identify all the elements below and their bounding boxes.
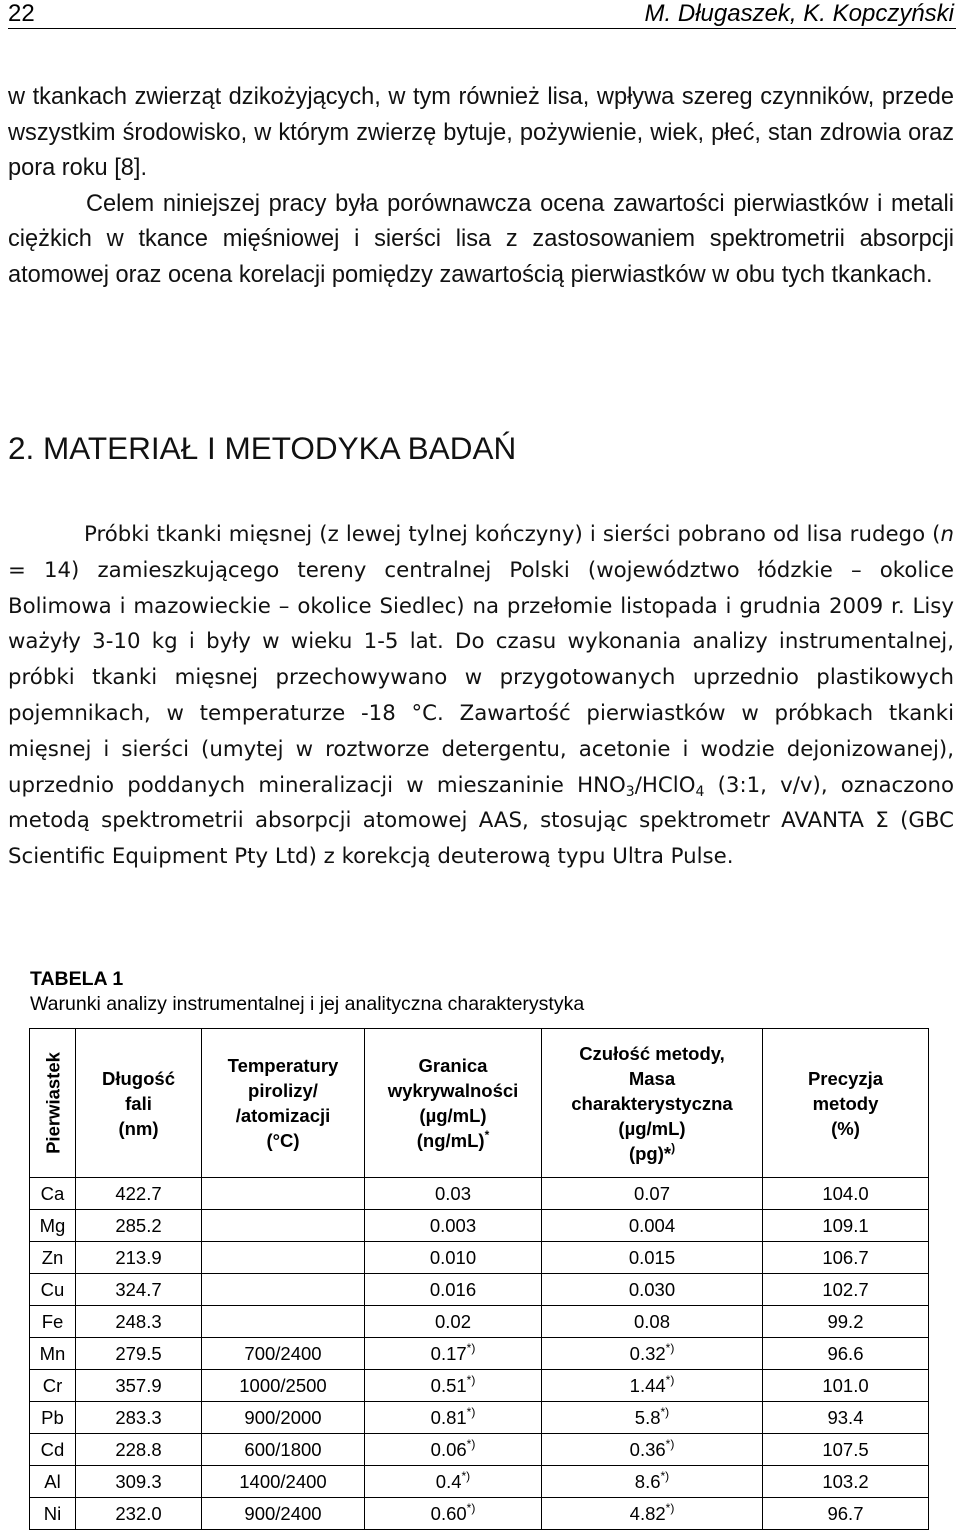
header-element <box>30 1029 76 1178</box>
cell-detection-limit <box>365 1178 542 1210</box>
table-row <box>30 1178 929 1210</box>
header-sensitivity-line: Czułość metody, <box>579 1042 725 1064</box>
footnote-marker: * <box>484 1128 490 1142</box>
cell-wavelength-value: 283.3 <box>115 1406 162 1428</box>
header-sensitivity-line: (pg)* <box>628 1142 672 1164</box>
cell-wavelength-value: 309.3 <box>115 1470 162 1492</box>
methods-paragraph <box>8 517 954 875</box>
methods-text-part-a: Próbki tkanki mięsnej (z lewej tylnej kończyny) i sierści pobrano od lisa rudego ( <box>84 522 941 547</box>
cell-detection-limit-value: 0.17 <box>430 1342 467 1364</box>
header-precision-line: Precyzja <box>807 1067 884 1089</box>
cell-sensitivity-value: 1.44 <box>629 1374 666 1396</box>
cell-element-value: Cr <box>42 1374 63 1396</box>
cell-element-value: Mn <box>39 1342 66 1364</box>
cell-detection-limit-value: 0.60 <box>430 1502 467 1524</box>
cell-temperature <box>202 1498 365 1530</box>
cell-sensitivity-value: 0.08 <box>633 1310 670 1332</box>
cell-element <box>30 1178 76 1210</box>
footnote-marker: *) <box>665 1500 675 1515</box>
cell-element-value: Mg <box>39 1214 66 1236</box>
footnote-marker: *) <box>665 1372 675 1387</box>
cell-wavelength <box>76 1178 202 1210</box>
cell-sensitivity-value: 0.030 <box>628 1278 676 1300</box>
cell-element-value: Fe <box>41 1310 64 1332</box>
cell-sensitivity-value: 0.004 <box>628 1214 676 1236</box>
cell-element <box>30 1274 76 1306</box>
page-number: 22 <box>8 0 35 27</box>
cell-sensitivity-value: 0.07 <box>633 1182 670 1204</box>
running-header-authors: M. Długaszek, K. Kopczyński <box>644 0 954 27</box>
table-row <box>30 1338 929 1370</box>
table-row <box>30 1498 929 1530</box>
cell-detection-limit <box>365 1466 542 1498</box>
cell-detection-limit-value: 0.03 <box>434 1182 471 1204</box>
cell-element <box>30 1338 76 1370</box>
cell-element <box>30 1242 76 1274</box>
cell-temperature <box>202 1434 365 1466</box>
header-wavelength-line: fali <box>125 1092 152 1114</box>
cell-precision-value: 101.0 <box>822 1374 869 1396</box>
intro-paragraph-aim: Celem niniejszej pracy była porównawcza ocena zawartości pierwiastków i metali ciężkich w tkance mięśniowej i sierści lisa z zastosowaniem spektrometrii absorpcji atomowej oraz ocena korelacji pomiędzy zawartością pierwiastków w obu tych tkankach. <box>8 190 954 288</box>
header-detection-limit-line: wykrywalności <box>387 1080 519 1101</box>
running-header <box>8 0 956 29</box>
cell-sensitivity <box>542 1402 763 1434</box>
methods-text-part-c: /HClO <box>634 772 696 798</box>
methods-text-part-d: (3:1, v/v), oznaczono metodą spektrometrii absorpcji atomowej AAS, stosując spektrometr AVANTA Σ (GBC Scientific Equipment Pty Ltd) z korekcją deuterową typu Ultra Pulse. <box>8 772 955 870</box>
cell-wavelength-value: 232.0 <box>115 1502 162 1524</box>
methods-text <box>8 517 954 875</box>
cell-detection-limit-value: 0.003 <box>429 1214 477 1236</box>
cell-precision <box>763 1498 929 1530</box>
cell-wavelength <box>76 1338 202 1370</box>
cell-precision-value: 99.2 <box>827 1310 864 1332</box>
table-row <box>30 1274 929 1306</box>
cell-temperature <box>202 1210 365 1242</box>
cell-element <box>30 1498 76 1530</box>
footnote-marker: ) <box>671 1140 676 1155</box>
cell-sensitivity <box>542 1434 763 1466</box>
cell-element <box>30 1210 76 1242</box>
cell-sensitivity <box>542 1274 763 1306</box>
table-header-row <box>30 1029 929 1178</box>
cell-detection-limit <box>365 1498 542 1530</box>
header-detection-limit <box>365 1029 542 1178</box>
table-row <box>30 1466 929 1498</box>
cell-precision-value: 103.2 <box>822 1470 869 1492</box>
cell-detection-limit <box>365 1338 542 1370</box>
cell-detection-limit-value: 0.010 <box>429 1246 477 1268</box>
cell-sensitivity <box>542 1370 763 1402</box>
cell-temperature-value: 900/2400 <box>244 1502 322 1524</box>
cell-precision-value: 96.6 <box>827 1342 864 1364</box>
cell-sensitivity-value: 0.015 <box>628 1246 676 1268</box>
cell-precision-value: 107.5 <box>822 1438 869 1460</box>
cell-sensitivity <box>542 1178 763 1210</box>
cell-temperature <box>202 1466 365 1498</box>
header-temperatures-line: /atomizacji <box>235 1105 331 1126</box>
cell-sensitivity-value: 4.82 <box>629 1502 666 1524</box>
cell-precision <box>763 1178 929 1210</box>
cell-wavelength <box>76 1434 202 1466</box>
cell-sensitivity <box>542 1210 763 1242</box>
cell-wavelength <box>76 1370 202 1402</box>
header-sensitivity-line: charakterystyczna <box>571 1092 733 1114</box>
cell-sensitivity <box>542 1306 763 1338</box>
cell-precision-value: 106.7 <box>822 1246 869 1268</box>
cell-wavelength-value: 213.9 <box>115 1246 162 1268</box>
cell-temperature <box>202 1306 365 1338</box>
cell-element-value: Zn <box>41 1246 64 1268</box>
cell-wavelength-value: 324.7 <box>115 1278 162 1300</box>
cell-element <box>30 1402 76 1434</box>
footnote-marker: *) <box>665 1436 675 1451</box>
analysis-conditions-table <box>29 1028 929 1530</box>
cell-element <box>30 1434 76 1466</box>
cell-temperature <box>202 1242 365 1274</box>
footnote-marker: *) <box>461 1468 471 1483</box>
cell-element <box>30 1306 76 1338</box>
header-sensitivity <box>542 1029 763 1178</box>
table-body <box>30 1178 929 1530</box>
cell-wavelength <box>76 1498 202 1530</box>
cell-precision-value: 102.7 <box>822 1278 869 1300</box>
cell-temperature <box>202 1178 365 1210</box>
cell-temperature-value: 1400/2400 <box>239 1470 327 1492</box>
cell-precision <box>763 1210 929 1242</box>
footnote-marker: *) <box>466 1404 476 1419</box>
subscript-3: 3 <box>625 783 635 800</box>
header-wavelength <box>76 1029 202 1178</box>
cell-wavelength-value: 279.5 <box>115 1342 162 1364</box>
table-label: TABELA 1 <box>30 968 124 990</box>
cell-temperature-value: 900/2000 <box>244 1406 322 1428</box>
cell-precision-value: 109.1 <box>822 1214 869 1236</box>
cell-precision <box>763 1306 929 1338</box>
cell-detection-limit-value: 0.4 <box>435 1470 462 1492</box>
cell-detection-limit-value: 0.016 <box>429 1278 477 1300</box>
methods-text-part-b: = 14) zamieszkującego tereny centralnej Polski (województwo łódzkie – okolice Bolimowa i mazowieckie – okolice Siedlec) na przełomie listopada i grudnia 2009 r. Lisy ważyły 3-10 kg i były w wieku 1-5 lat. Do czasu wykonania analizy instrumentalnej, próbki tkanki mięsnej przechowywano w przygotowanych uprzednio plastikowych pojemnikach, w temperaturze -18 °C. Zawartość pierwiastków w próbkach tkanki mięsnej i sierści (umytej w roztworze detergentu, acetonie i wodzie dejonizowanej), uprzednio poddanych mineralizacji w mieszaninie HNO <box>8 557 954 798</box>
cell-wavelength-value: 248.3 <box>115 1310 162 1332</box>
header-element-label: Pierwiastek <box>42 1052 63 1154</box>
cell-wavelength <box>76 1210 202 1242</box>
cell-detection-limit-value: 0.06 <box>430 1438 467 1460</box>
cell-temperature <box>202 1370 365 1402</box>
cell-precision <box>763 1338 929 1370</box>
footnote-marker: *) <box>466 1340 476 1355</box>
cell-sensitivity <box>542 1242 763 1274</box>
header-temperatures-line: pirolizy/ <box>248 1080 318 1101</box>
table-caption: Warunki analizy instrumentalnej i jej analityczna charakterystyka <box>30 993 585 1015</box>
cell-precision <box>763 1402 929 1434</box>
cell-precision <box>763 1466 929 1498</box>
cell-precision-value: 104.0 <box>822 1182 869 1204</box>
cell-element-value: Cd <box>40 1438 65 1460</box>
cell-sensitivity-value: 8.6 <box>634 1470 661 1492</box>
cell-temperature-value: 1000/2500 <box>239 1374 327 1396</box>
header-wavelength-line: (nm) <box>118 1117 159 1139</box>
cell-precision <box>763 1370 929 1402</box>
cell-wavelength <box>76 1466 202 1498</box>
footnote-marker: *) <box>660 1468 670 1483</box>
cell-detection-limit <box>365 1242 542 1274</box>
cell-temperature-value: 600/1800 <box>244 1438 322 1460</box>
cell-temperature <box>202 1274 365 1306</box>
table-row <box>30 1242 929 1274</box>
header-detection-limit-line: Granica <box>418 1055 488 1076</box>
header-detection-limit-line: (ng/mL) <box>416 1130 485 1151</box>
cell-temperature <box>202 1402 365 1434</box>
cell-detection-limit <box>365 1434 542 1466</box>
cell-wavelength-value: 422.7 <box>115 1182 162 1204</box>
cell-wavelength-value: 228.8 <box>115 1438 162 1460</box>
footnote-marker: *) <box>466 1372 476 1387</box>
cell-detection-limit-value: 0.02 <box>434 1310 471 1332</box>
cell-wavelength <box>76 1274 202 1306</box>
cell-precision <box>763 1434 929 1466</box>
cell-element-value: Pb <box>41 1406 64 1428</box>
footnote-marker: *) <box>660 1404 670 1419</box>
cell-precision <box>763 1242 929 1274</box>
cell-temperature-value: 700/2400 <box>244 1342 322 1364</box>
cell-detection-limit <box>365 1402 542 1434</box>
cell-sensitivity-value: 0.32 <box>629 1342 666 1364</box>
cell-sensitivity-value: 5.8 <box>634 1406 661 1428</box>
header-temperatures-line: (°C) <box>266 1130 300 1151</box>
cell-detection-limit <box>365 1306 542 1338</box>
cell-temperature <box>202 1338 365 1370</box>
intro-text <box>8 80 954 293</box>
subscript-4: 4 <box>695 783 705 800</box>
table-row <box>30 1402 929 1434</box>
cell-element <box>30 1370 76 1402</box>
cell-sensitivity-value: 0.36 <box>629 1438 666 1460</box>
cell-detection-limit <box>365 1370 542 1402</box>
table-row <box>30 1370 929 1402</box>
header-wavelength-line: Długość <box>102 1067 175 1089</box>
cell-precision-value: 93.4 <box>827 1406 864 1428</box>
cell-detection-limit <box>365 1274 542 1306</box>
cell-precision-value: 96.7 <box>827 1502 864 1524</box>
header-temperatures-line: Temperatury <box>227 1055 339 1076</box>
sample-size-symbol: n <box>940 522 954 547</box>
cell-sensitivity <box>542 1338 763 1370</box>
table-row <box>30 1434 929 1466</box>
cell-element-value: Cu <box>40 1278 65 1300</box>
cell-element-value: Ni <box>43 1502 62 1524</box>
cell-sensitivity <box>542 1466 763 1498</box>
header-detection-limit-line: (µg/mL) <box>419 1105 487 1126</box>
footnote-marker: *) <box>466 1500 476 1515</box>
table-row <box>30 1210 929 1242</box>
cell-detection-limit-value: 0.81 <box>430 1406 467 1428</box>
header-precision <box>763 1029 929 1178</box>
cell-sensitivity <box>542 1498 763 1530</box>
table-row <box>30 1306 929 1338</box>
cell-element-value: Ca <box>40 1182 65 1204</box>
header-precision-line: metody <box>812 1092 879 1114</box>
header-temperatures <box>202 1029 365 1178</box>
footnote-marker: *) <box>466 1436 476 1451</box>
header-precision-line: (%) <box>831 1117 860 1139</box>
cell-wavelength-value: 357.9 <box>115 1374 162 1396</box>
cell-wavelength <box>76 1306 202 1338</box>
intro-paragraph-continued: w tkankach zwierząt dzikożyjących, w tym również lisa, wpływa szereg czynników, przede wszystkim środowisko, w którym zwierzę bytuje, pożywienie, wiek, płeć, stan zdrowia oraz pora roku [8]. <box>8 84 954 181</box>
header-sensitivity-line: Masa <box>628 1067 676 1089</box>
cell-wavelength <box>76 1402 202 1434</box>
cell-detection-limit <box>365 1210 542 1242</box>
cell-precision <box>763 1274 929 1306</box>
header-sensitivity-line: (µg/mL) <box>618 1117 686 1139</box>
cell-wavelength <box>76 1242 202 1274</box>
cell-detection-limit-value: 0.51 <box>430 1374 467 1396</box>
footnote-marker: *) <box>665 1340 675 1355</box>
cell-wavelength-value: 285.2 <box>115 1214 162 1236</box>
cell-element-value: Al <box>44 1470 61 1492</box>
section-heading: 2. MATERIAŁ I METODYKA BADAŃ <box>8 430 517 466</box>
cell-element <box>30 1466 76 1498</box>
